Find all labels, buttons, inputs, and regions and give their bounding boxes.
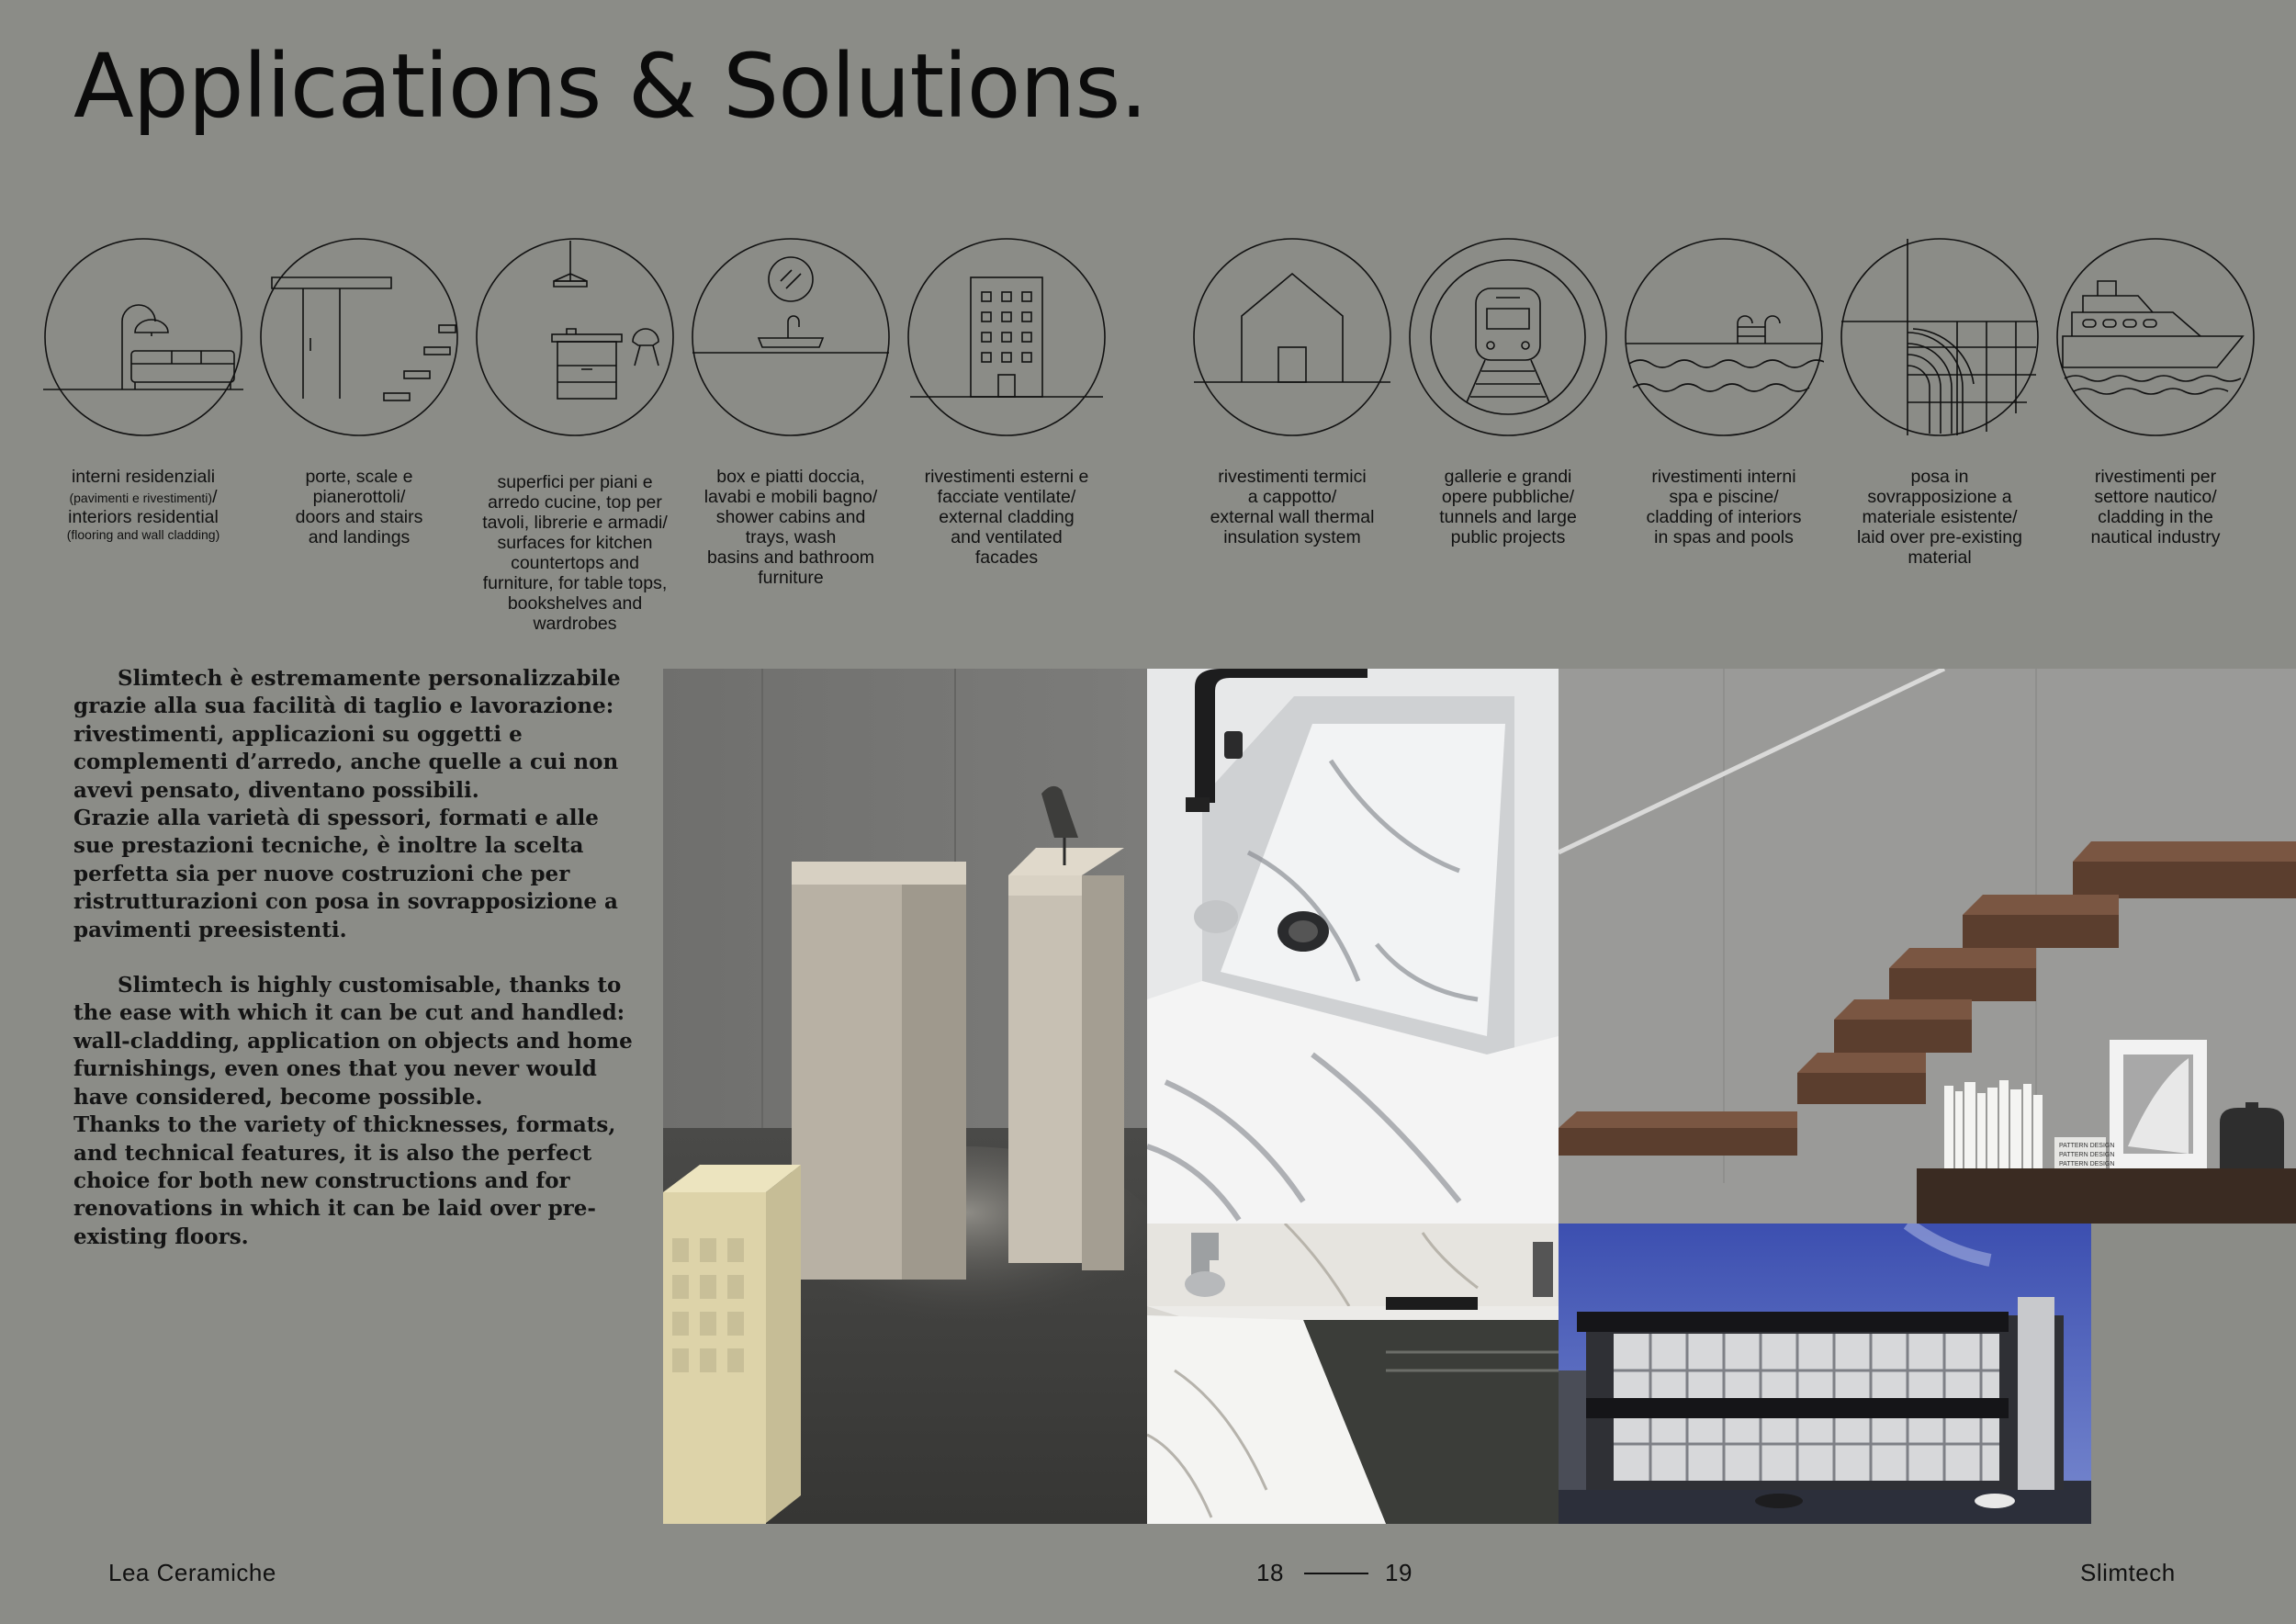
ship-icon [2055,237,2256,437]
body-text [73,665,643,1251]
photo-kitchen [1147,1224,1559,1524]
living-room-icon [43,237,243,437]
caption-thermal-insulation: rivestimenti termici a cappotto/ external wall thermal insulation system [1210,467,1375,547]
caption-nautical: rivestimenti per settore nautico/ cladding in the nautical industry [2090,467,2221,547]
book-spine-2: PATTERN DESIGN [2059,1152,2115,1158]
bathroom-basin-icon [691,237,891,437]
door-stairs-icon [259,237,459,437]
pool-ladder-icon [1624,237,1824,437]
book-spine-1: PATTERN DESIGN [2059,1143,2115,1149]
overlay-floor-icon [1840,237,2040,437]
house-insulation-icon [1192,237,1392,437]
page-separator [1304,1573,1368,1574]
caption-tunnels: gallerie e grandi opere pubbliche/ tunnels and large public projects [1439,467,1577,547]
paragraph-en-1: Slimtech is highly customisable, thanks to the ease with which it can be cut and handled: wall-cladding, application on objects and home furnishings, even ones that you never would have considered, become possible. [73,973,633,1110]
photo-building-facade [1559,1224,2091,1524]
footer-product: Slimtech [2080,1559,2176,1586]
paragraph-en-2: Thanks to the variety of thicknesses, formats, and technical features, it is also the perfect choice for both new constructions and for renovations in which it can be laid over pre-existing floors. [73,1112,616,1249]
photo-floating-stairs [1559,669,2296,1224]
caption-external-cladding: rivestimenti esterni e facciate ventilate/ external cladding and ventilated facades [924,467,1089,568]
paragraph-it-2: Grazie alla varietà di spessori, formati e alle sue prestazioni tecniche, è inoltre la scelta perfetta sia per nuove costruzioni che per ristrutturazioni con posa in sovrapposizione a pavimenti preesistenti. [73,806,618,942]
train-icon [1408,237,1608,437]
building-facade-icon [906,237,1107,437]
caption-doors-stairs: porte, scale e pianerottoli/ doors and stairs and landings [295,467,423,547]
footer-brand: Lea Ceramiche [108,1559,276,1586]
caption-bathroom: box e piatti doccia, lavabi e mobili bagno/ shower cabins and trays, wash basins and bathroom furniture [703,467,878,588]
caption-overlay: posa in sovrapposizione a materiale esistente/ laid over pre-existing material [1857,467,2022,568]
page-number-right: 19 [1385,1559,1412,1586]
page-title: Applications & Solutions. [73,35,1147,138]
caption-kitchen-surfaces: superfici per piani e arredo cucine, top per tavoli, librerie e armadi/ surfaces for kitchen countertops and furniture, for table tops, bookshelves and wardrobes [482,472,668,634]
photo-pedestals-lamp [663,669,1147,1524]
kitchen-icon [475,237,675,437]
caption-residential-interiors: interni residenziali (pavimenti e rivestimenti)/ interiors residential (flooring and wall cladding) [66,467,220,542]
photo-marble-sink [1147,669,1559,1224]
caption-spas-pools: rivestimenti interni spa e piscine/ cladding of interiors in spas and pools [1646,467,1802,547]
book-spine-3: PATTERN DESIGN [2059,1161,2115,1167]
paragraph-it-1: Slimtech è estremamente personalizzabile grazie alla sua facilità di taglio e lavorazione: rivestimenti, applicazioni su oggetti e complementi d’arredo, anche quelle a cui non avevi pensato, diventano possibili. [73,666,621,803]
page-number-left: 18 [1256,1559,1284,1586]
